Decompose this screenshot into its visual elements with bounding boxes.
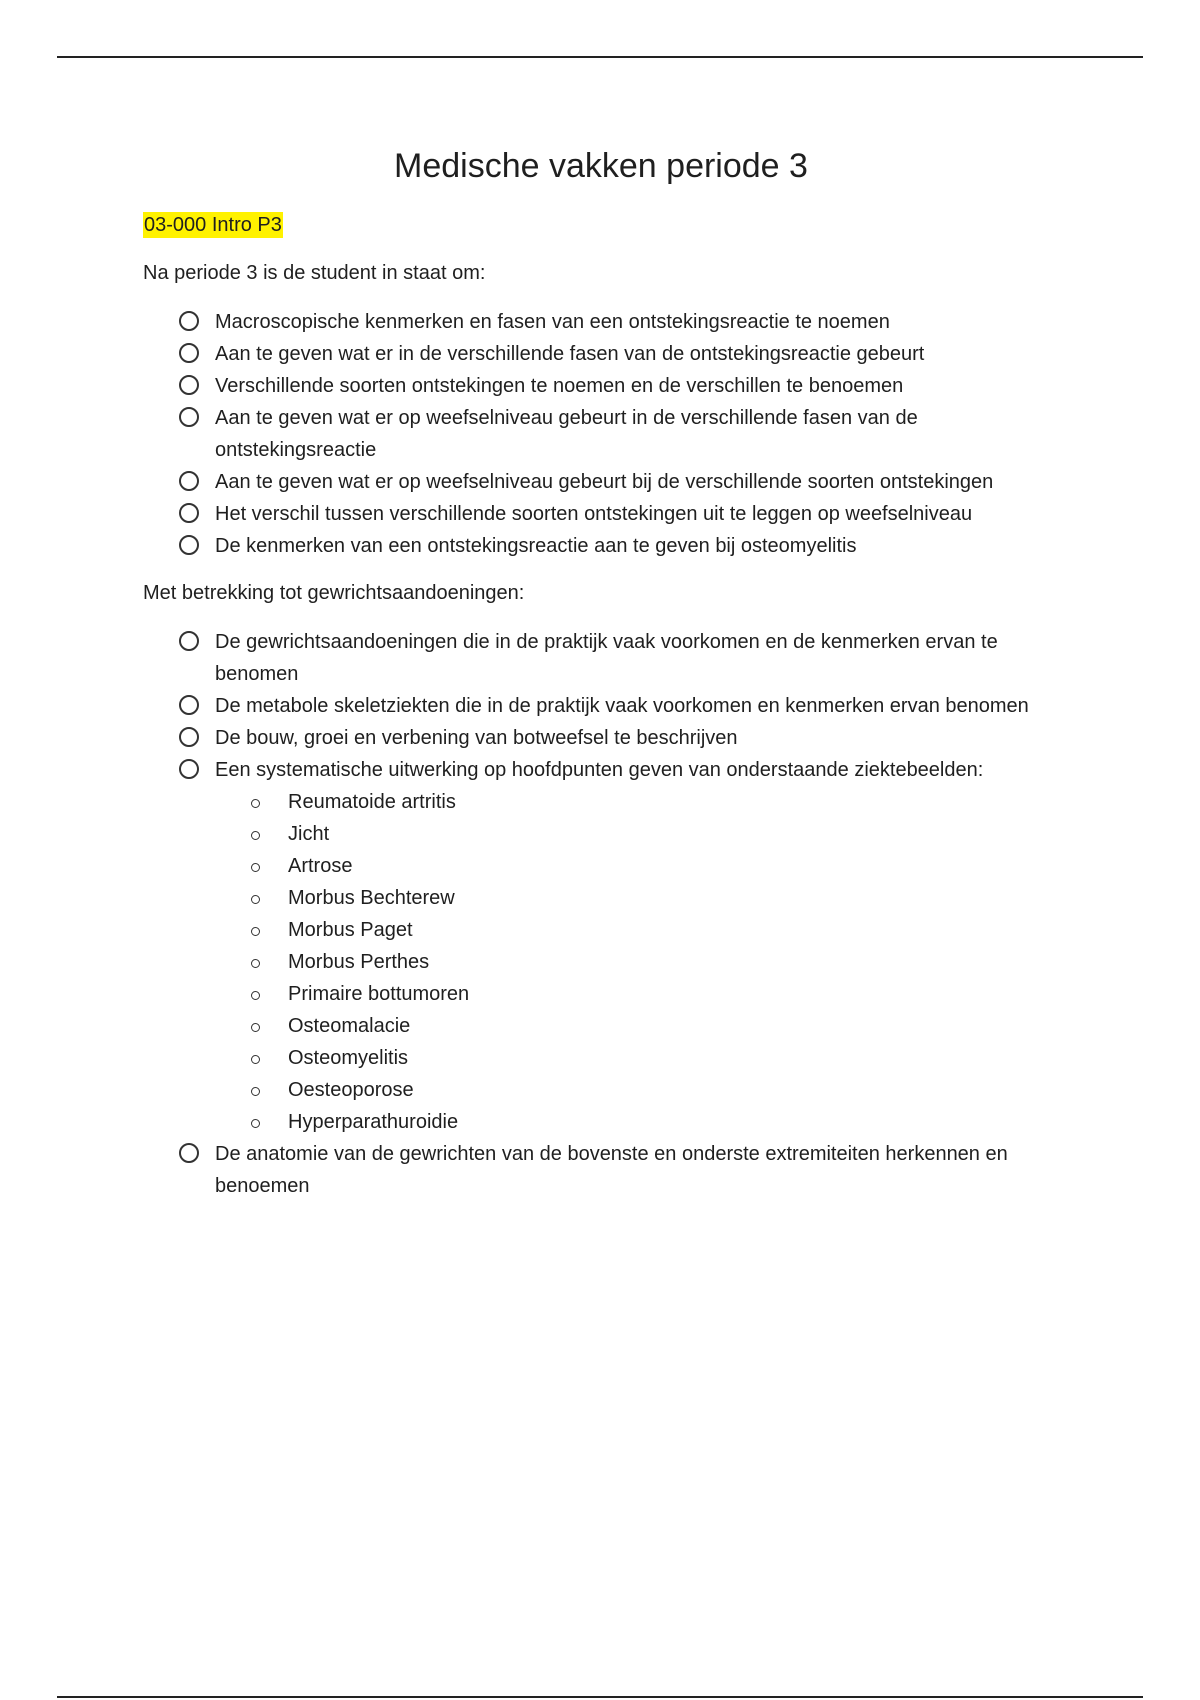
disease-item [251, 1074, 1043, 1106]
section-heading [143, 212, 1043, 260]
disease-item-text: Osteomyelitis [288, 1047, 409, 1069]
circle-bullet-icon [179, 1143, 199, 1163]
list-item-text: De kenmerken van een ontstekingsreactie aan te geven bij osteomyelitis [215, 535, 857, 557]
circle-bullet-icon [179, 759, 199, 779]
list-item [179, 370, 1043, 402]
list-item-text: De anatomie van de gewrichten van de bovenste en onderste extremiteiten herkennen en benoemen [215, 1143, 1008, 1197]
disease-item [251, 914, 1043, 946]
disease-item-text: Reumatoide artritis [288, 791, 456, 813]
disease-item-text: Osteomalacie [288, 1015, 411, 1037]
disease-item-text: Morbus Paget [288, 919, 413, 941]
intro-text: Na periode 3 is de student in staat om: [143, 262, 486, 284]
small-circle-bullet-icon [251, 895, 260, 904]
list-item [179, 306, 1043, 338]
disease-item [251, 786, 1043, 818]
circle-bullet-icon [179, 407, 199, 427]
small-circle-bullet-icon [251, 927, 260, 936]
goals-list-b [143, 626, 1043, 1202]
small-circle-bullet-icon [251, 799, 260, 808]
page-title: Medische vakken periode 3 [394, 147, 808, 185]
small-circle-bullet-icon [251, 863, 260, 872]
list-item-text: Het verschil tussen verschillende soorten ontstekingen uit te leggen op weefselniveau [215, 503, 973, 525]
circle-bullet-icon [179, 695, 199, 715]
circle-bullet-icon [179, 503, 199, 523]
list-item [179, 722, 1043, 754]
disease-item [251, 978, 1043, 1010]
list-item-text: De bouw, groei en verbening van botweefsel te beschrijven [215, 727, 738, 749]
circle-bullet-icon [179, 727, 199, 747]
small-circle-bullet-icon [251, 1119, 260, 1128]
list-item-text: Macroscopische kenmerken en fasen van een ontstekingsreactie te noemen [215, 311, 890, 333]
small-circle-bullet-icon [251, 959, 260, 968]
disease-item [251, 818, 1043, 850]
circle-bullet-icon [179, 311, 199, 331]
list-item [179, 338, 1043, 370]
disease-list [215, 786, 1043, 1138]
footer-rule [57, 1696, 1143, 1698]
list-item-text: Verschillende soorten ontstekingen te noemen en de verschillen te benoemen [215, 375, 904, 397]
section-tag-highlight: 03-000 Intro P3 [144, 214, 282, 236]
list-item-text: Aan te geven wat er op weefselniveau gebeurt in de verschillende fasen van de ontstekingsreactie [215, 407, 918, 461]
circle-bullet-icon [179, 535, 199, 555]
disease-item-text: Oesteoporose [288, 1079, 414, 1101]
list-item-text: Aan te geven wat er op weefselniveau gebeurt bij de verschillende soorten ontstekingen [215, 471, 994, 493]
small-circle-bullet-icon [251, 991, 260, 1000]
list-item-text: De metabole skeletziekten die in de praktijk vaak voorkomen en kenmerken ervan benomen [215, 695, 1029, 717]
goals-list-a [143, 306, 1043, 562]
list-item [179, 402, 1043, 466]
disease-item-text: Hyperparathuroidie [288, 1111, 459, 1133]
disease-item [251, 850, 1043, 882]
small-circle-bullet-icon [251, 1087, 260, 1096]
list-item [179, 754, 1043, 1138]
disease-item [251, 882, 1043, 914]
circle-bullet-icon [179, 471, 199, 491]
disease-item-text: Jicht [288, 823, 330, 845]
disease-item-text: Morbus Perthes [288, 951, 430, 973]
disease-item [251, 946, 1043, 978]
disease-item-text: Artrose [288, 855, 353, 877]
small-circle-bullet-icon [251, 1023, 260, 1032]
small-circle-bullet-icon [251, 1055, 260, 1064]
header-rule [57, 56, 1143, 58]
disease-item-text: Morbus Bechterew [288, 887, 455, 909]
disease-item [251, 1106, 1043, 1138]
small-circle-bullet-icon [251, 831, 260, 840]
list-item [179, 626, 1043, 690]
disease-item-text: Primaire bottumoren [288, 983, 470, 1005]
document-body [143, 140, 1043, 1220]
list-item-text: Aan te geven wat er in de verschillende fasen van de ontstekingsreactie gebeurt [215, 343, 925, 365]
disease-item [251, 1042, 1043, 1074]
list-item [179, 530, 1043, 562]
list-item [179, 690, 1043, 722]
list-item [179, 498, 1043, 530]
list-item-text: De gewrichtsaandoeningen die in de praktijk vaak voorkomen en de kenmerken ervan te benomen [215, 631, 998, 685]
list-item [179, 1138, 1043, 1202]
circle-bullet-icon [179, 375, 199, 395]
list-item-text: Een systematische uitwerking op hoofdpunten geven van onderstaande ziektebeelden: [215, 759, 984, 781]
list-item [179, 466, 1043, 498]
joint-disorders-intro: Met betrekking tot gewrichtsaandoeningen: [143, 582, 525, 604]
circle-bullet-icon [179, 343, 199, 363]
circle-bullet-icon [179, 631, 199, 651]
disease-item [251, 1010, 1043, 1042]
